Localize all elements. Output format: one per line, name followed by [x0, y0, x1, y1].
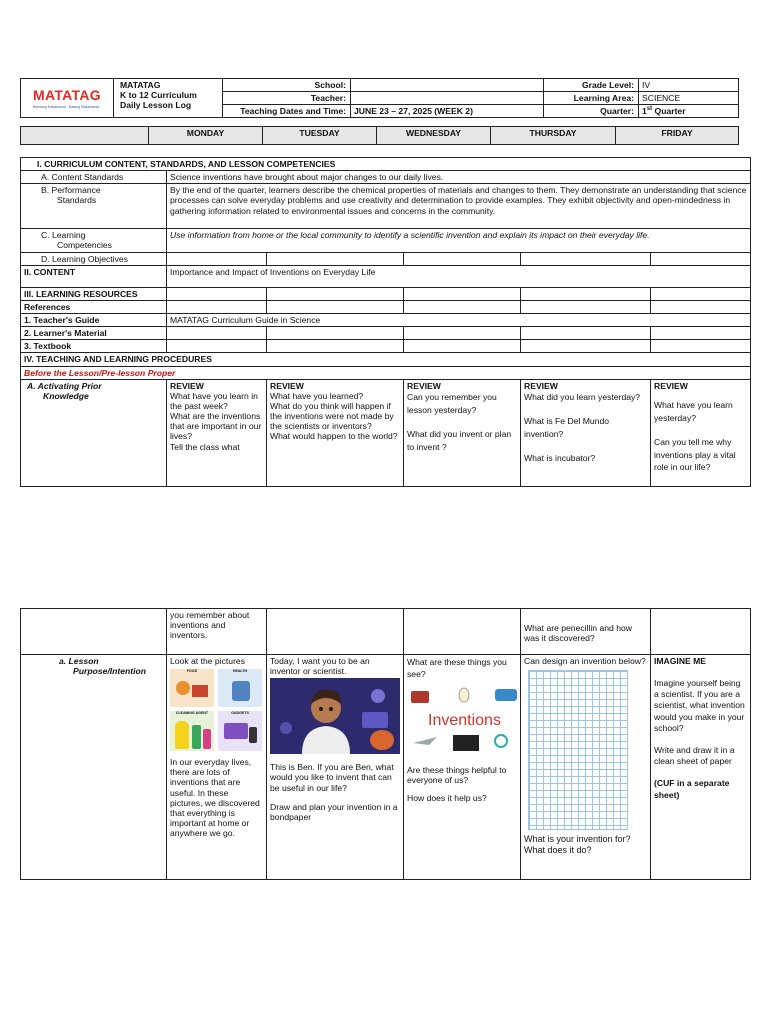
- cell-empty: [267, 609, 404, 655]
- cell-empty: [651, 609, 751, 655]
- review-question: What have you learn yesterday?: [654, 399, 733, 423]
- cell-empty: [651, 252, 751, 265]
- purpose-friday: [651, 655, 751, 880]
- label-line: C. Learning: [41, 230, 86, 241]
- design-grid: [528, 670, 628, 830]
- day-monday: MONDAY: [149, 127, 263, 145]
- quarter-number: 1: [642, 106, 647, 117]
- health-picture: [218, 669, 262, 707]
- car-icon: [495, 689, 517, 701]
- doc-title-line: Daily Lesson Log: [120, 100, 192, 111]
- cell-empty: [651, 287, 751, 300]
- label-line: Knowledge: [43, 390, 89, 401]
- cell-empty: [521, 327, 651, 340]
- cell-empty: [404, 300, 521, 313]
- purpose-text: Write and draw it in a clean sheet of paper: [654, 745, 735, 767]
- day-header-table: [20, 126, 739, 145]
- dates-value: JUNE 23 – 27, 2025 (WEEK 2): [351, 105, 544, 118]
- bottle-icon: [203, 729, 211, 749]
- purpose-title: Today, I want you to be an inventor or scientist.: [270, 656, 370, 677]
- review-question: What is Fe Del Mundo invention?: [524, 415, 610, 439]
- review-thursday: [521, 379, 651, 487]
- telephone-icon: [411, 691, 429, 703]
- grade-value: IV: [639, 79, 739, 92]
- section-1-title: I. CURRICULUM CONTENT, STANDARDS, AND LESSON COMPETENCIES: [21, 158, 751, 171]
- label-line: A. Activating Prior: [27, 380, 102, 391]
- purpose-text: This is Ben. If you are Ben, what would you like to invent that can be useful in our life?: [270, 762, 394, 793]
- day-wednesday: WEDNESDAY: [377, 127, 491, 145]
- performance-standards-label: [21, 184, 167, 229]
- ben-scientist-picture: [270, 678, 400, 754]
- cell-empty: [521, 340, 651, 353]
- content-text: Importance and Impact of Inventions on Everyday Life: [167, 265, 751, 287]
- textbook-label: 3. Textbook: [21, 340, 167, 353]
- doc-title-line: MATATAG: [120, 80, 161, 90]
- laptop-icon: [224, 723, 248, 739]
- day-friday: FRIDAY: [616, 127, 739, 145]
- cell-empty: [404, 609, 521, 655]
- section-3-title: III. LEARNING RESOURCES: [21, 287, 167, 300]
- teacher-value: [351, 92, 544, 105]
- cell-empty: [521, 252, 651, 265]
- school-value: [351, 79, 544, 92]
- cell-empty: [521, 287, 651, 300]
- review-question: What have you learn in the past week?: [170, 390, 258, 411]
- lesson-purpose-label: [21, 655, 167, 880]
- review-heading: REVIEW: [170, 380, 204, 391]
- cell-empty: [167, 252, 267, 265]
- airplane-icon: [413, 737, 437, 745]
- purpose-text: Are these things helpful to everyone of us?: [407, 764, 507, 786]
- quarter-value: [639, 105, 739, 118]
- area-label: Learning Area:: [544, 92, 639, 105]
- section-4-title: IV. TEACHING AND LEARNING PROCEDURES: [21, 353, 751, 366]
- cell-empty: [651, 327, 751, 340]
- cell-empty: [267, 340, 404, 353]
- cleaning-label: CLEANING AGENT: [175, 711, 209, 716]
- review-question: What have you learned?: [270, 390, 364, 401]
- cell-empty: [267, 327, 404, 340]
- quarter-word: Quarter: [652, 106, 686, 117]
- review-wednesday: [404, 379, 521, 487]
- gadgets-picture: [218, 711, 262, 751]
- matatag-logo: [21, 79, 114, 118]
- cell-empty: [651, 300, 751, 313]
- logo-tagline: Bansang Makabansa · Batang Makabansa: [33, 104, 100, 109]
- cell-empty: [267, 252, 404, 265]
- lightbulb-icon: [459, 688, 469, 702]
- purpose-title: What are these things you see?: [407, 657, 507, 680]
- review-question: What would happen to the world?: [270, 431, 398, 442]
- review-tuesday: [267, 379, 404, 487]
- content-standards-label: A. Content Standards: [21, 171, 167, 184]
- food-picture: [170, 669, 214, 707]
- cell-empty: [167, 340, 267, 353]
- review-heading: REVIEW: [654, 380, 688, 391]
- purpose-text: In our everyday lives, there are lots of inventions that are useful. In these pictures, we discovered that everything is important at home or anywhere we go.: [170, 757, 260, 839]
- lesson-log-table-continued: [20, 608, 751, 880]
- label-line: B. Performance: [41, 185, 101, 196]
- label-line: a. Lesson: [59, 656, 99, 666]
- cell-empty: [651, 340, 751, 353]
- cell-empty: [404, 287, 521, 300]
- cell-empty: [404, 340, 521, 353]
- doc-title: [114, 79, 223, 118]
- performance-standards-text: By the end of the quarter, learners describe the chemical properties of materials and changes to them. They demonstrate an understanding that science processes can solve everyday problems and use creativity and determination to provide examples. They exhibit objectivity and open-mindedness in gathering information related to environmental issues and concerns in the community.: [167, 184, 751, 229]
- review-question: What do you think will happen if the inventions were not made by the scientists or inventors?: [270, 400, 394, 432]
- purpose-text: What is your invention for? What does it do?: [524, 834, 631, 855]
- cell-empty: [167, 300, 267, 313]
- continued-monday: you remember about inventions and inventors.: [167, 609, 267, 655]
- before-lesson-heading: Before the Lesson/Pre-lesson Proper: [21, 366, 751, 379]
- cell-empty: [167, 287, 267, 300]
- health-label: HEALTH: [232, 669, 248, 674]
- label-line: Standards: [57, 195, 97, 206]
- learning-objectives-label: D. Learning Objectives: [21, 252, 167, 265]
- cell-empty: [167, 327, 267, 340]
- purpose-text: Imagine yourself being a scientist. If you are a scientist, what invention would you make in your school?: [654, 678, 745, 733]
- review-heading: REVIEW: [270, 380, 304, 391]
- lesson-log-table: [20, 157, 751, 487]
- inventions-collage: [407, 685, 519, 759]
- cell-empty: [267, 300, 404, 313]
- references-label: References: [21, 300, 167, 313]
- school-label: School:: [223, 79, 351, 92]
- review-question: Can you remember you lesson yesterday?: [407, 391, 497, 415]
- review-question: What did you invent or plan to invent ?: [407, 428, 512, 452]
- glove-icon: [175, 721, 189, 749]
- grade-label: Grade Level:: [544, 79, 639, 92]
- gadgets-label: GADGETS: [231, 711, 249, 716]
- food-label: FOOD: [186, 669, 198, 674]
- section-2-title: II. CONTENT: [21, 265, 167, 287]
- day-thursday: THURSDAY: [491, 127, 616, 145]
- purpose-thursday: [521, 655, 651, 880]
- continued-thursday: What are penecillin and how was it discovered?: [521, 609, 651, 655]
- health-item: [232, 681, 250, 701]
- content-standards-text: Science inventions have brought about major changes to our daily lives.: [167, 171, 751, 184]
- ben-illustration: [270, 678, 400, 754]
- day-tuesday: TUESDAY: [263, 127, 377, 145]
- fan-icon: [495, 735, 507, 747]
- phone-icon: [249, 727, 257, 743]
- purpose-title: Look at the pictures: [170, 656, 246, 666]
- logo-wordmark: MATATAG: [33, 87, 101, 104]
- activating-prior-knowledge-label: [21, 379, 167, 487]
- purpose-text: (CUF in a separate sheet): [654, 778, 730, 800]
- cell-empty: [404, 327, 521, 340]
- learners-material-label: 2. Learner's Material: [21, 327, 167, 340]
- teacher-label: Teacher:: [223, 92, 351, 105]
- purpose-title: Can design an invention below?: [524, 656, 646, 666]
- label-line: Competencies: [57, 240, 112, 251]
- header-table: [20, 78, 739, 118]
- learning-competencies-label: [21, 229, 167, 252]
- area-value: SCIENCE: [639, 92, 739, 105]
- purpose-text: Draw and plan your invention in a bondpaper: [270, 801, 398, 822]
- review-question: What is incubator?: [524, 452, 596, 463]
- cell-empty: [521, 300, 651, 313]
- learning-competencies-text: Use information from home or the local community to identify a scientific invention and explain its impact on their everyday life.: [167, 229, 751, 252]
- cell-empty: [21, 609, 167, 655]
- teachers-guide-label: 1. Teacher's Guide: [21, 313, 167, 326]
- review-question: Tell the class what: [170, 441, 240, 452]
- quarter-suffix: st: [646, 106, 653, 113]
- food-item: [192, 685, 208, 697]
- food-item: [176, 681, 190, 695]
- cleaning-agent-picture: [170, 711, 214, 751]
- doc-title-line: K to 12 Curriculum: [120, 90, 197, 101]
- purpose-tuesday: [267, 655, 404, 880]
- review-monday: [167, 379, 267, 487]
- inventions-word: Inventions: [428, 711, 501, 729]
- label-line: Purpose/Intention: [73, 666, 147, 677]
- review-friday: [651, 379, 751, 487]
- purpose-title: IMAGINE ME: [654, 656, 707, 666]
- inventions-pictures: [170, 669, 262, 751]
- review-heading: REVIEW: [407, 380, 441, 391]
- computer-icon: [453, 735, 479, 751]
- cell-empty: [267, 287, 404, 300]
- review-question: What did you learn yesterday?: [524, 391, 641, 402]
- review-heading: REVIEW: [524, 380, 558, 391]
- teachers-guide-value: MATATAG Curriculum Guide in Science: [167, 313, 751, 326]
- quarter-label: Quarter:: [544, 105, 639, 118]
- day-header-blank: [21, 127, 149, 145]
- review-question: What are the inventions that are important in our lives?: [170, 411, 262, 442]
- review-question: Can you tell me why inventions play a vital role in our life?: [654, 436, 736, 473]
- purpose-monday: [167, 655, 267, 880]
- dates-label: Teaching Dates and Time:: [223, 105, 351, 118]
- cell-empty: [404, 252, 521, 265]
- bottle-icon: [192, 725, 201, 749]
- purpose-wednesday: [404, 655, 521, 880]
- purpose-text: How does it help us?: [407, 793, 487, 804]
